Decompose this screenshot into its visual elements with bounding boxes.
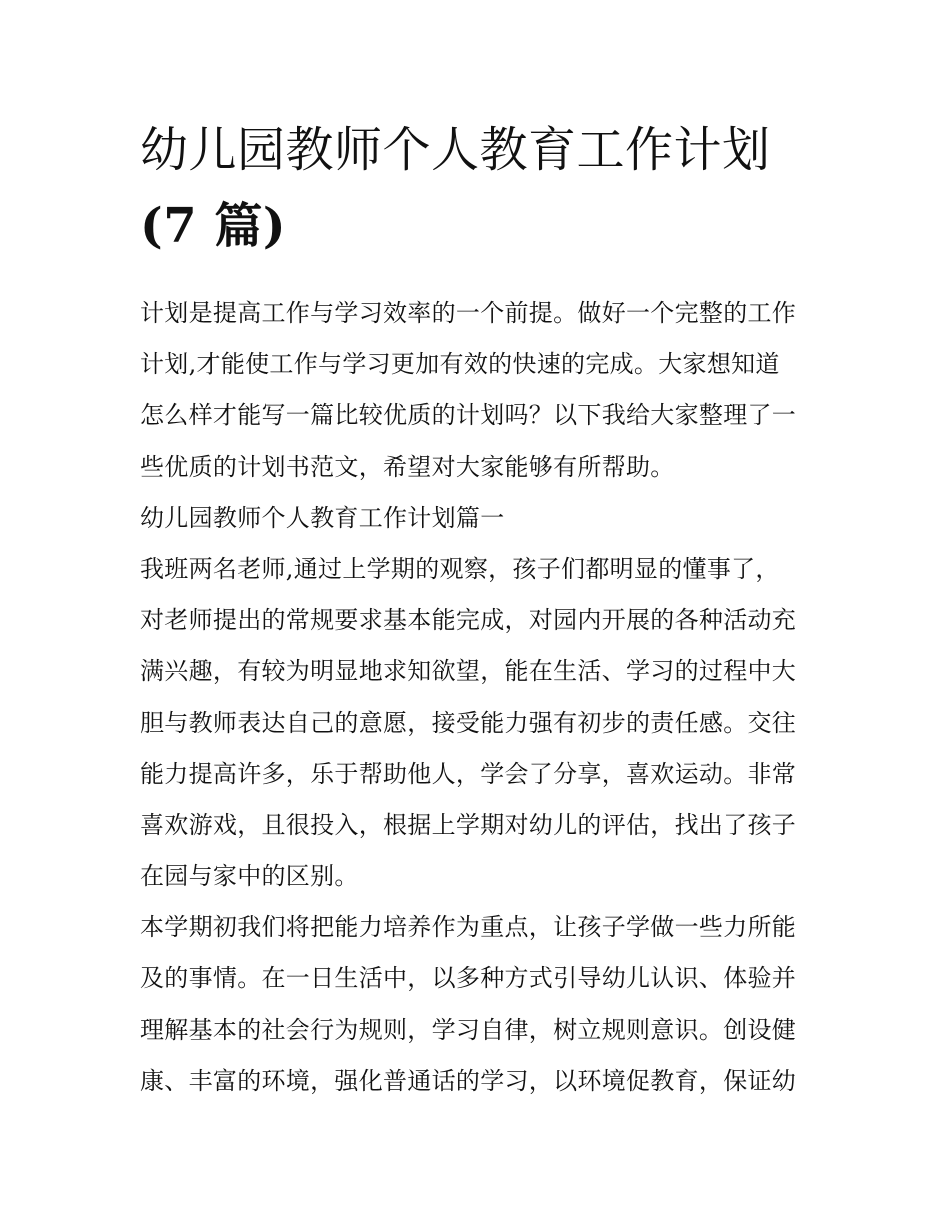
document-page — [140, 112, 812, 1107]
body-line: 能力提高许多，乐于帮助他人，学会了分享，喜欢运动。非常 — [140, 759, 797, 788]
body-line: 满兴趣，有较为明显地求知欲望，能在生活、学习的过程中大 — [140, 657, 797, 686]
title-line-2: (7 篇) — [140, 198, 287, 254]
body-line: 对老师提出的常规要求基本能完成，对园内开展的各种活动充 — [140, 606, 797, 635]
body-line: 胆与教师表达自己的意愿，接受能力强有初步的责任感。交往 — [140, 708, 797, 737]
body-line: 及的事情。在一日生活中，以多种方式引导幼儿认识、体验并 — [140, 964, 797, 993]
title-line-1: 幼儿园教师个人教育工作计划 — [140, 122, 771, 178]
body-line: 怎么样才能写一篇比较优质的计划吗？以下我给大家整理了一 — [140, 401, 797, 430]
body-line: 计划是提高工作与学习效率的一个前提。做好一个完整的工作 — [140, 299, 797, 327]
body-line: 幼儿园教师个人教育工作计划篇一 — [140, 503, 505, 532]
body-line: 喜欢游戏，且很投入，根据上学期对幼儿的评估，找出了孩子 — [140, 810, 797, 839]
body-line: 本学期初我们将把能力培养作为重点，让孩子学做一些力所能 — [140, 913, 797, 942]
document-body — [140, 288, 812, 1107]
body-line: 在园与家中的区别。 — [140, 862, 359, 891]
body-line: 我班两名老师,通过上学期的观察，孩子们都明显的懂事了， — [140, 554, 780, 583]
body-line: 康、丰富的环境，强化普通话的学习，以环境促教育，保证幼 — [140, 1066, 797, 1095]
document-title — [140, 112, 812, 264]
body-line: 理解基本的社会行为规则，学习自律，树立规则意识。创设健 — [140, 1015, 797, 1044]
body-line: 计划,才能使工作与学习更加有效的快速的完成。大家想知道 — [140, 350, 780, 379]
body-line: 些优质的计划书范文，希望对大家能够有所帮助。 — [140, 452, 675, 481]
